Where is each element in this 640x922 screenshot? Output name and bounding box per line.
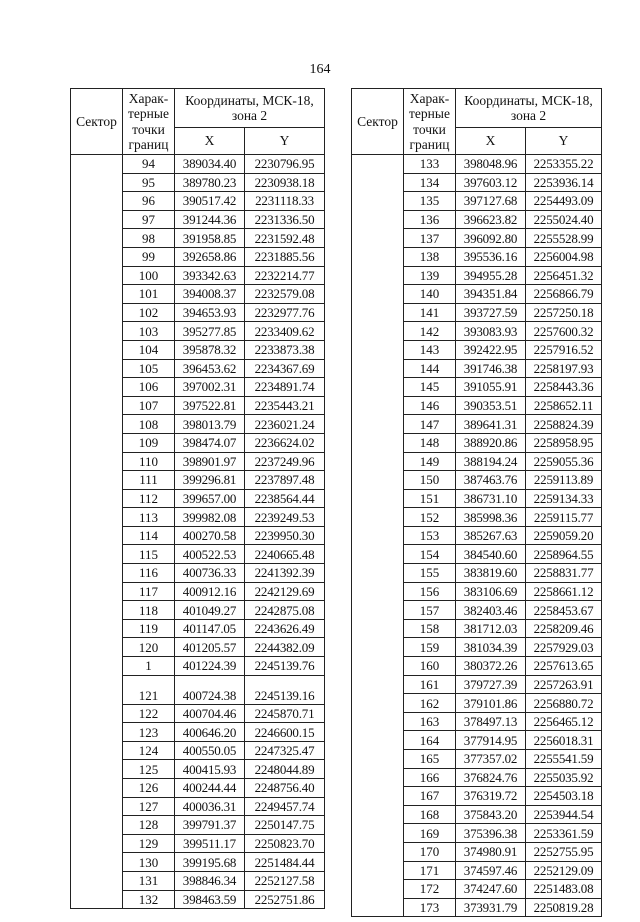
point-number-cell: 121 bbox=[123, 675, 175, 704]
y-coordinate-cell: 2257250.18 bbox=[526, 303, 602, 322]
point-number-cell: 145 bbox=[404, 378, 456, 397]
y-coordinate-cell: 2251483.08 bbox=[526, 880, 602, 899]
x-coordinate-cell: 378497.13 bbox=[456, 712, 526, 731]
point-number-cell: 100 bbox=[123, 266, 175, 285]
x-coordinate-cell: 399982.08 bbox=[175, 508, 245, 527]
point-number-cell: 120 bbox=[123, 638, 175, 657]
x-coordinate-cell: 379101.86 bbox=[456, 694, 526, 713]
points-header: Харак-терные точки границ bbox=[404, 89, 456, 155]
point-number-cell: 98 bbox=[123, 229, 175, 248]
point-number-cell: 128 bbox=[123, 816, 175, 835]
y-coordinate-cell: 2234367.69 bbox=[245, 359, 325, 378]
x-coordinate-cell: 401049.27 bbox=[175, 601, 245, 620]
point-number-cell: 168 bbox=[404, 805, 456, 824]
x-coordinate-cell: 400270.58 bbox=[175, 526, 245, 545]
y-coordinate-cell: 2231592.48 bbox=[245, 229, 325, 248]
x-coordinate-cell: 395878.32 bbox=[175, 340, 245, 359]
point-number-cell: 105 bbox=[123, 359, 175, 378]
x-coordinate-cell: 385267.63 bbox=[456, 526, 526, 545]
y-coordinate-cell: 2246600.15 bbox=[245, 723, 325, 742]
y-coordinate-cell: 2240665.48 bbox=[245, 545, 325, 564]
y-coordinate-cell: 2241392.39 bbox=[245, 564, 325, 583]
y-coordinate-cell: 2242129.69 bbox=[245, 582, 325, 601]
x-coordinate-cell: 399195.68 bbox=[175, 853, 245, 872]
point-number-cell: 138 bbox=[404, 247, 456, 266]
point-number-cell: 124 bbox=[123, 741, 175, 760]
x-coordinate-cell: 396453.62 bbox=[175, 359, 245, 378]
x-coordinate-cell: 393083.93 bbox=[456, 322, 526, 341]
point-number-cell: 95 bbox=[123, 173, 175, 192]
point-number-cell: 131 bbox=[123, 871, 175, 890]
point-number-cell: 94 bbox=[123, 155, 175, 174]
point-number-cell: 107 bbox=[123, 396, 175, 415]
y-coordinate-cell: 2239950.30 bbox=[245, 526, 325, 545]
point-number-cell: 169 bbox=[404, 824, 456, 843]
x-header: X bbox=[175, 128, 245, 155]
x-coordinate-cell: 383819.60 bbox=[456, 564, 526, 583]
x-coordinate-cell: 399791.37 bbox=[175, 816, 245, 835]
point-number-cell: 126 bbox=[123, 779, 175, 798]
y-coordinate-cell: 2249457.74 bbox=[245, 797, 325, 816]
y-coordinate-cell: 2247325.47 bbox=[245, 741, 325, 760]
point-number-cell: 112 bbox=[123, 489, 175, 508]
x-coordinate-cell: 388194.24 bbox=[456, 452, 526, 471]
point-number-cell: 152 bbox=[404, 508, 456, 527]
x-coordinate-cell: 400912.16 bbox=[175, 582, 245, 601]
x-coordinate-cell: 397002.31 bbox=[175, 378, 245, 397]
y-coordinate-cell: 2231118.33 bbox=[245, 192, 325, 211]
coordinates-header: Координаты, МСК-18, зона 2 bbox=[175, 89, 325, 128]
point-number-cell: 166 bbox=[404, 768, 456, 787]
y-coordinate-cell: 2256451.32 bbox=[526, 266, 602, 285]
point-number-cell: 123 bbox=[123, 723, 175, 742]
x-coordinate-cell: 400550.05 bbox=[175, 741, 245, 760]
y-coordinate-cell: 2258652.11 bbox=[526, 396, 602, 415]
point-number-cell: 155 bbox=[404, 564, 456, 583]
y-coordinate-cell: 2234891.74 bbox=[245, 378, 325, 397]
point-number-cell: 139 bbox=[404, 266, 456, 285]
y-coordinate-cell: 2233409.62 bbox=[245, 322, 325, 341]
x-coordinate-cell: 400522.53 bbox=[175, 545, 245, 564]
point-number-cell: 119 bbox=[123, 619, 175, 638]
y-coordinate-cell: 2257263.91 bbox=[526, 675, 602, 694]
point-number-cell: 154 bbox=[404, 545, 456, 564]
coordinates-table-right bbox=[351, 88, 602, 917]
point-number-cell: 164 bbox=[404, 731, 456, 750]
y-coordinate-cell: 2255035.92 bbox=[526, 768, 602, 787]
point-number-cell: 1 bbox=[123, 657, 175, 676]
table-row bbox=[71, 155, 325, 174]
x-coordinate-cell: 396623.82 bbox=[456, 210, 526, 229]
x-coordinate-cell: 374247.60 bbox=[456, 880, 526, 899]
point-number-cell: 99 bbox=[123, 247, 175, 266]
x-coordinate-cell: 401147.05 bbox=[175, 619, 245, 638]
y-coordinate-cell: 2231885.56 bbox=[245, 247, 325, 266]
y-coordinate-cell: 2235443.21 bbox=[245, 396, 325, 415]
point-number-cell: 162 bbox=[404, 694, 456, 713]
point-number-cell: 141 bbox=[404, 303, 456, 322]
y-coordinate-cell: 2230796.95 bbox=[245, 155, 325, 174]
y-coordinate-cell: 2257613.65 bbox=[526, 657, 602, 676]
y-coordinate-cell: 2253355.22 bbox=[526, 155, 602, 174]
point-number-cell: 158 bbox=[404, 619, 456, 638]
point-number-cell: 161 bbox=[404, 675, 456, 694]
y-coordinate-cell: 2258209.46 bbox=[526, 619, 602, 638]
point-number-cell: 104 bbox=[123, 340, 175, 359]
point-number-cell: 113 bbox=[123, 508, 175, 527]
x-coordinate-cell: 375396.38 bbox=[456, 824, 526, 843]
sector-cell bbox=[352, 155, 404, 917]
table-row bbox=[352, 155, 602, 174]
x-coordinate-cell: 399296.81 bbox=[175, 471, 245, 490]
x-coordinate-cell: 376824.76 bbox=[456, 768, 526, 787]
y-coordinate-cell: 2238564.44 bbox=[245, 489, 325, 508]
y-coordinate-cell: 2236021.24 bbox=[245, 415, 325, 434]
point-number-cell: 108 bbox=[123, 415, 175, 434]
y-coordinate-cell: 2248756.40 bbox=[245, 779, 325, 798]
y-coordinate-cell: 2252755.95 bbox=[526, 842, 602, 861]
x-coordinate-cell: 395536.16 bbox=[456, 247, 526, 266]
y-coordinate-cell: 2230938.18 bbox=[245, 173, 325, 192]
point-number-cell: 106 bbox=[123, 378, 175, 397]
x-coordinate-cell: 394955.28 bbox=[456, 266, 526, 285]
x-coordinate-cell: 377357.02 bbox=[456, 750, 526, 769]
x-coordinate-cell: 390353.51 bbox=[456, 396, 526, 415]
point-number-cell: 130 bbox=[123, 853, 175, 872]
x-coordinate-cell: 397603.12 bbox=[456, 173, 526, 192]
point-number-cell: 156 bbox=[404, 582, 456, 601]
y-coordinate-cell: 2259055.36 bbox=[526, 452, 602, 471]
x-coordinate-cell: 386731.10 bbox=[456, 489, 526, 508]
x-header: X bbox=[456, 128, 526, 155]
x-coordinate-cell: 389034.40 bbox=[175, 155, 245, 174]
y-coordinate-cell: 2237897.48 bbox=[245, 471, 325, 490]
x-coordinate-cell: 384540.60 bbox=[456, 545, 526, 564]
coordinates-table-left bbox=[70, 88, 325, 909]
point-number-cell: 110 bbox=[123, 452, 175, 471]
x-coordinate-cell: 394008.37 bbox=[175, 285, 245, 304]
y-coordinate-cell: 2259113.89 bbox=[526, 471, 602, 490]
x-coordinate-cell: 401205.57 bbox=[175, 638, 245, 657]
x-coordinate-cell: 389641.31 bbox=[456, 415, 526, 434]
y-coordinate-cell: 2258661.12 bbox=[526, 582, 602, 601]
x-coordinate-cell: 374980.91 bbox=[456, 842, 526, 861]
y-coordinate-cell: 2232214.77 bbox=[245, 266, 325, 285]
x-coordinate-cell: 383106.69 bbox=[456, 582, 526, 601]
point-number-cell: 115 bbox=[123, 545, 175, 564]
x-coordinate-cell: 382403.46 bbox=[456, 601, 526, 620]
point-number-cell: 96 bbox=[123, 192, 175, 211]
x-coordinate-cell: 379727.39 bbox=[456, 675, 526, 694]
x-coordinate-cell: 399657.00 bbox=[175, 489, 245, 508]
x-coordinate-cell: 398048.96 bbox=[456, 155, 526, 174]
sector-cell bbox=[71, 155, 123, 909]
point-number-cell: 118 bbox=[123, 601, 175, 620]
point-number-cell: 153 bbox=[404, 526, 456, 545]
y-coordinate-cell: 2258964.55 bbox=[526, 545, 602, 564]
x-coordinate-cell: 394653.93 bbox=[175, 303, 245, 322]
x-coordinate-cell: 391746.38 bbox=[456, 359, 526, 378]
point-number-cell: 97 bbox=[123, 210, 175, 229]
y-coordinate-cell: 2255024.40 bbox=[526, 210, 602, 229]
x-coordinate-cell: 398901.97 bbox=[175, 452, 245, 471]
y-coordinate-cell: 2255541.59 bbox=[526, 750, 602, 769]
point-number-cell: 149 bbox=[404, 452, 456, 471]
y-coordinate-cell: 2248044.89 bbox=[245, 760, 325, 779]
x-coordinate-cell: 398474.07 bbox=[175, 433, 245, 452]
y-coordinate-cell: 2250147.75 bbox=[245, 816, 325, 835]
point-number-cell: 165 bbox=[404, 750, 456, 769]
x-coordinate-cell: 381712.03 bbox=[456, 619, 526, 638]
x-coordinate-cell: 395277.85 bbox=[175, 322, 245, 341]
y-coordinate-cell: 2256004.98 bbox=[526, 247, 602, 266]
y-coordinate-cell: 2256465.12 bbox=[526, 712, 602, 731]
point-number-cell: 114 bbox=[123, 526, 175, 545]
x-coordinate-cell: 391055.91 bbox=[456, 378, 526, 397]
point-number-cell: 135 bbox=[404, 192, 456, 211]
y-coordinate-cell: 2251484.44 bbox=[245, 853, 325, 872]
point-number-cell: 127 bbox=[123, 797, 175, 816]
y-header: Y bbox=[526, 128, 602, 155]
y-coordinate-cell: 2253361.59 bbox=[526, 824, 602, 843]
y-coordinate-cell: 2236624.02 bbox=[245, 433, 325, 452]
point-number-cell: 159 bbox=[404, 638, 456, 657]
y-coordinate-cell: 2254493.09 bbox=[526, 192, 602, 211]
x-coordinate-cell: 399511.17 bbox=[175, 834, 245, 853]
x-coordinate-cell: 373931.79 bbox=[456, 898, 526, 917]
point-number-cell: 133 bbox=[404, 155, 456, 174]
y-coordinate-cell: 2253936.14 bbox=[526, 173, 602, 192]
point-number-cell: 101 bbox=[123, 285, 175, 304]
point-number-cell: 143 bbox=[404, 340, 456, 359]
point-number-cell: 150 bbox=[404, 471, 456, 490]
y-header: Y bbox=[245, 128, 325, 155]
point-number-cell: 103 bbox=[123, 322, 175, 341]
x-coordinate-cell: 388920.86 bbox=[456, 433, 526, 452]
x-coordinate-cell: 400724.38 bbox=[175, 675, 245, 704]
x-coordinate-cell: 374597.46 bbox=[456, 861, 526, 880]
x-coordinate-cell: 398463.59 bbox=[175, 890, 245, 909]
point-number-cell: 122 bbox=[123, 704, 175, 723]
x-coordinate-cell: 400736.33 bbox=[175, 564, 245, 583]
y-coordinate-cell: 2232977.76 bbox=[245, 303, 325, 322]
y-coordinate-cell: 2256880.72 bbox=[526, 694, 602, 713]
point-number-cell: 144 bbox=[404, 359, 456, 378]
y-coordinate-cell: 2257600.32 bbox=[526, 322, 602, 341]
point-number-cell: 129 bbox=[123, 834, 175, 853]
x-coordinate-cell: 385998.36 bbox=[456, 508, 526, 527]
x-coordinate-cell: 389780.23 bbox=[175, 173, 245, 192]
y-coordinate-cell: 2259134.33 bbox=[526, 489, 602, 508]
point-number-cell: 102 bbox=[123, 303, 175, 322]
point-number-cell: 109 bbox=[123, 433, 175, 452]
point-number-cell: 172 bbox=[404, 880, 456, 899]
y-coordinate-cell: 2231336.50 bbox=[245, 210, 325, 229]
point-number-cell: 137 bbox=[404, 229, 456, 248]
y-coordinate-cell: 2258831.77 bbox=[526, 564, 602, 583]
y-coordinate-cell: 2258197.93 bbox=[526, 359, 602, 378]
point-number-cell: 163 bbox=[404, 712, 456, 731]
y-coordinate-cell: 2245870.71 bbox=[245, 704, 325, 723]
y-coordinate-cell: 2232579.08 bbox=[245, 285, 325, 304]
x-coordinate-cell: 392658.86 bbox=[175, 247, 245, 266]
x-coordinate-cell: 376319.72 bbox=[456, 787, 526, 806]
y-coordinate-cell: 2257929.03 bbox=[526, 638, 602, 657]
sector-header: Сектор bbox=[352, 89, 404, 155]
y-coordinate-cell: 2245139.16 bbox=[245, 675, 325, 704]
table-body-left bbox=[71, 155, 325, 909]
point-number-cell: 171 bbox=[404, 861, 456, 880]
y-coordinate-cell: 2252129.09 bbox=[526, 861, 602, 880]
x-coordinate-cell: 392422.95 bbox=[456, 340, 526, 359]
point-number-cell: 142 bbox=[404, 322, 456, 341]
x-coordinate-cell: 393727.59 bbox=[456, 303, 526, 322]
x-coordinate-cell: 387463.76 bbox=[456, 471, 526, 490]
y-coordinate-cell: 2255528.99 bbox=[526, 229, 602, 248]
y-coordinate-cell: 2244382.09 bbox=[245, 638, 325, 657]
y-coordinate-cell: 2258958.95 bbox=[526, 433, 602, 452]
x-coordinate-cell: 377914.95 bbox=[456, 731, 526, 750]
y-coordinate-cell: 2259115.77 bbox=[526, 508, 602, 527]
x-coordinate-cell: 396092.80 bbox=[456, 229, 526, 248]
point-number-cell: 134 bbox=[404, 173, 456, 192]
y-coordinate-cell: 2233873.38 bbox=[245, 340, 325, 359]
y-coordinate-cell: 2258453.67 bbox=[526, 601, 602, 620]
x-coordinate-cell: 390517.42 bbox=[175, 192, 245, 211]
point-number-cell: 160 bbox=[404, 657, 456, 676]
point-number-cell: 140 bbox=[404, 285, 456, 304]
y-coordinate-cell: 2257916.52 bbox=[526, 340, 602, 359]
y-coordinate-cell: 2237249.96 bbox=[245, 452, 325, 471]
x-coordinate-cell: 397522.81 bbox=[175, 396, 245, 415]
x-coordinate-cell: 400646.20 bbox=[175, 723, 245, 742]
point-number-cell: 116 bbox=[123, 564, 175, 583]
point-number-cell: 148 bbox=[404, 433, 456, 452]
point-number-cell: 151 bbox=[404, 489, 456, 508]
y-coordinate-cell: 2254503.18 bbox=[526, 787, 602, 806]
y-coordinate-cell: 2259059.20 bbox=[526, 526, 602, 545]
x-coordinate-cell: 400036.31 bbox=[175, 797, 245, 816]
y-coordinate-cell: 2245139.76 bbox=[245, 657, 325, 676]
point-number-cell: 147 bbox=[404, 415, 456, 434]
point-number-cell: 167 bbox=[404, 787, 456, 806]
x-coordinate-cell: 380372.26 bbox=[456, 657, 526, 676]
point-number-cell: 170 bbox=[404, 842, 456, 861]
sector-header: Сектор bbox=[71, 89, 123, 155]
x-coordinate-cell: 398846.34 bbox=[175, 871, 245, 890]
point-number-cell: 125 bbox=[123, 760, 175, 779]
x-coordinate-cell: 400704.46 bbox=[175, 704, 245, 723]
x-coordinate-cell: 393342.63 bbox=[175, 266, 245, 285]
x-coordinate-cell: 401224.39 bbox=[175, 657, 245, 676]
y-coordinate-cell: 2242875.08 bbox=[245, 601, 325, 620]
x-coordinate-cell: 375843.20 bbox=[456, 805, 526, 824]
points-header: Харак-терные точки границ bbox=[123, 89, 175, 155]
y-coordinate-cell: 2258443.36 bbox=[526, 378, 602, 397]
y-coordinate-cell: 2252751.86 bbox=[245, 890, 325, 909]
x-coordinate-cell: 381034.39 bbox=[456, 638, 526, 657]
x-coordinate-cell: 391958.85 bbox=[175, 229, 245, 248]
y-coordinate-cell: 2250823.70 bbox=[245, 834, 325, 853]
y-coordinate-cell: 2256018.31 bbox=[526, 731, 602, 750]
y-coordinate-cell: 2258824.39 bbox=[526, 415, 602, 434]
point-number-cell: 111 bbox=[123, 471, 175, 490]
x-coordinate-cell: 397127.68 bbox=[456, 192, 526, 211]
point-number-cell: 117 bbox=[123, 582, 175, 601]
point-number-cell: 132 bbox=[123, 890, 175, 909]
x-coordinate-cell: 400415.93 bbox=[175, 760, 245, 779]
y-coordinate-cell: 2252127.58 bbox=[245, 871, 325, 890]
point-number-cell: 157 bbox=[404, 601, 456, 620]
point-number-cell: 136 bbox=[404, 210, 456, 229]
x-coordinate-cell: 398013.79 bbox=[175, 415, 245, 434]
y-coordinate-cell: 2239249.53 bbox=[245, 508, 325, 527]
table-body-right bbox=[352, 155, 602, 917]
point-number-cell: 146 bbox=[404, 396, 456, 415]
y-coordinate-cell: 2253944.54 bbox=[526, 805, 602, 824]
y-coordinate-cell: 2250819.28 bbox=[526, 898, 602, 917]
x-coordinate-cell: 394351.84 bbox=[456, 285, 526, 304]
coordinates-header: Координаты, МСК-18, зона 2 bbox=[456, 89, 602, 128]
y-coordinate-cell: 2256866.79 bbox=[526, 285, 602, 304]
page-number: 164 bbox=[309, 62, 331, 77]
x-coordinate-cell: 400244.44 bbox=[175, 779, 245, 798]
y-coordinate-cell: 2243626.49 bbox=[245, 619, 325, 638]
x-coordinate-cell: 391244.36 bbox=[175, 210, 245, 229]
point-number-cell: 173 bbox=[404, 898, 456, 917]
